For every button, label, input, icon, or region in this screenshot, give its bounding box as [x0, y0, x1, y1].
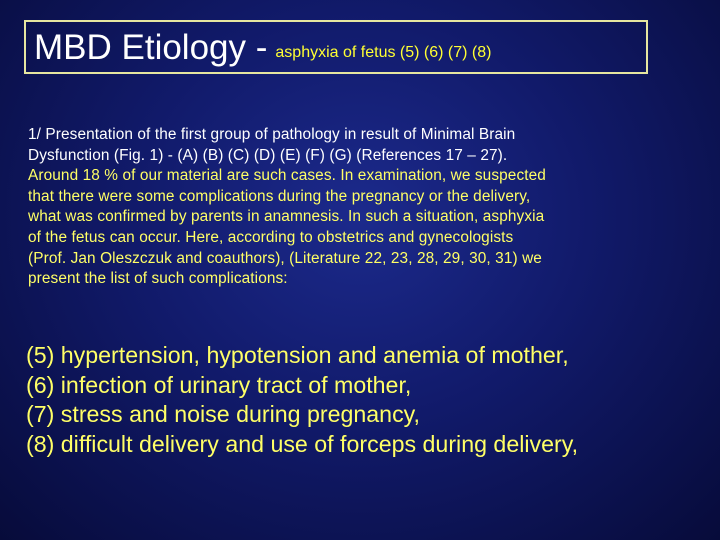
slide-title — [24, 20, 648, 74]
title-main: MBD Etiology - — [34, 27, 268, 67]
body-line: that there were some complications during the pregnancy or the delivery, — [28, 187, 531, 205]
body-line: of the fetus can occur. Here, according to obstetrics and gynecologists — [28, 228, 514, 246]
title-subtitle: asphyxia of fetus (5) (6) (7) (8) — [275, 44, 492, 61]
list-item: (5) hypertension, hypotension and anemia of mother, — [26, 342, 569, 368]
body-paragraph — [28, 125, 708, 290]
complications-list — [26, 341, 716, 459]
list-item: (6) infection of urinary tract of mother, — [26, 371, 412, 398]
body-line: Dysfunction (Fig. 1) - (A) (B) (C) (D) (E) (F) (G) (References 17 – 27). — [28, 146, 508, 164]
body-line: 1/ Presentation of the first group of pathology in result of Minimal Brain — [28, 126, 516, 143]
body-line: what was confirmed by parents in anamnesis. In such a situation, asphyxia — [28, 208, 545, 226]
body-line: present the list of such complications: — [28, 270, 288, 288]
list-item: (8) difficult delivery and use of forceps during delivery, — [26, 430, 579, 457]
body-line: Around 18 % of our material are such cases. In examination, we suspected — [28, 167, 546, 185]
body-line: (Prof. Jan Oleszczuk and coauthors), (Literature 22, 23, 28, 29, 30, 31) we — [28, 249, 542, 267]
list-item: (7) stress and noise during pregnancy, — [26, 401, 420, 428]
